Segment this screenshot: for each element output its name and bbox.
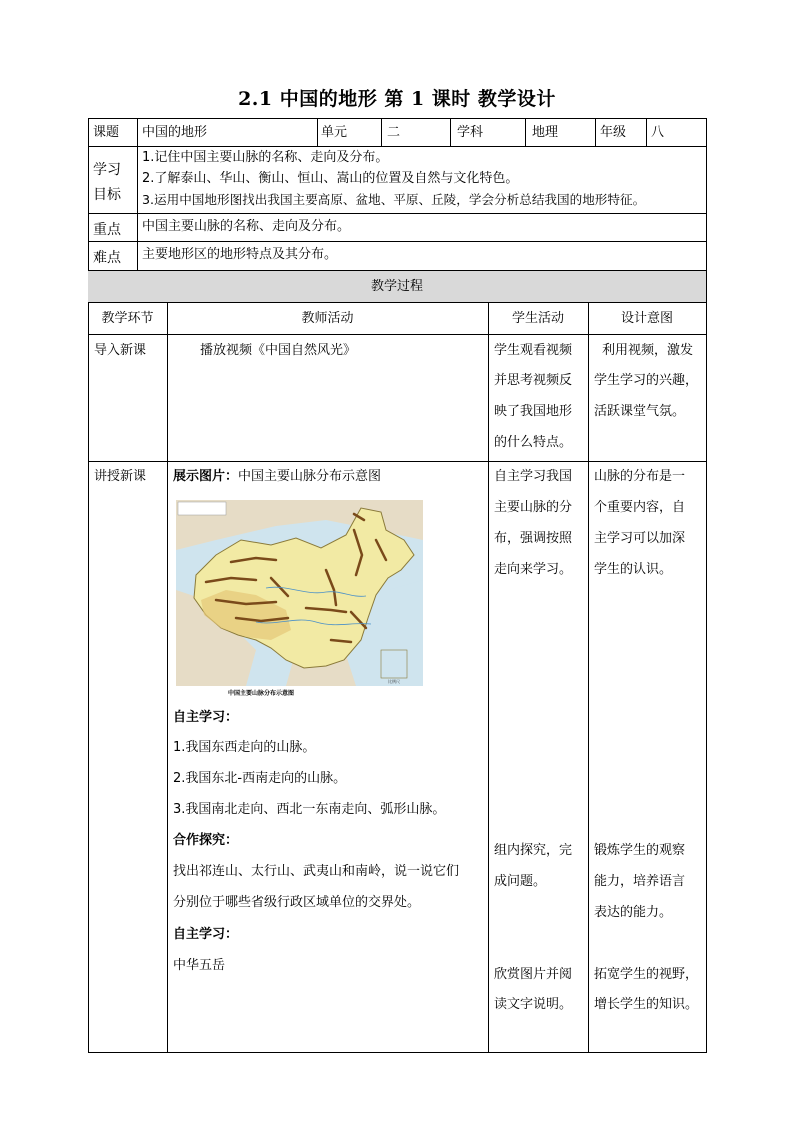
key-text: 中国主要山脉的名称、走向及分布。 xyxy=(142,219,351,234)
lecture-intent: 锻炼学生的观察 xyxy=(594,843,686,858)
intro-intent: 利用视频，激发 xyxy=(602,343,694,358)
subject-value: 地理 xyxy=(532,125,559,140)
lecture-intent: 个重要内容，自 xyxy=(594,500,686,515)
difficulty-label: 难点 xyxy=(93,250,121,266)
lecture-student: 自主学习我国 xyxy=(494,469,573,484)
lecture-intent: 山脉的分布是一 xyxy=(594,469,686,484)
svg-text:比例尺: 比例尺 xyxy=(388,679,400,684)
lecture-intent: 表达的能力。 xyxy=(594,905,673,920)
grade-label: 年级 xyxy=(600,125,627,140)
column-header: 学生活动 xyxy=(511,311,564,326)
intro-student: 映了我国地形 xyxy=(494,404,573,419)
column-header: 设计意图 xyxy=(620,311,673,326)
unit-label: 单元 xyxy=(321,125,348,140)
intro-teacher: 播放视频《中国自然风光》 xyxy=(200,343,357,358)
key-label: 重点 xyxy=(93,222,121,238)
goal-item: 3.运用中国地形图找出我国主要高原、盆地、平原、丘陵，学会分析总结我国的地形特征。 xyxy=(142,192,646,207)
lecture-student: 欣赏图片并阅 xyxy=(494,967,573,982)
stage-lecture: 讲授新课 xyxy=(94,469,147,484)
cooperation-text: 找出祁连山、太行山、武夷山和南岭，说一说它们 xyxy=(173,864,460,879)
show-text: 中国主要山脉分布示意图 xyxy=(238,469,382,484)
lecture-intent: 拓宽学生的视野， xyxy=(594,967,699,982)
map-caption: 中国主要山脉分布示意图 xyxy=(227,690,294,697)
lecture-student: 成问题。 xyxy=(494,874,547,889)
lesson-value: 中国的地形 xyxy=(142,125,208,140)
subject-label: 学科 xyxy=(457,125,484,140)
lecture-student: 布，强调按照 xyxy=(494,531,573,546)
lecture-student: 主要山脉的分 xyxy=(494,500,573,515)
lecture-student: 读文字说明。 xyxy=(494,997,573,1012)
self-study-text-2: 中华五岳 xyxy=(173,958,226,973)
lecture-intent: 学生的认识。 xyxy=(594,562,673,577)
self-study-item: 1.我国东西走向的山脉。 xyxy=(173,740,316,755)
lecture-student: 走向来学习。 xyxy=(494,562,573,577)
lesson-label: 课题 xyxy=(93,125,120,140)
self-study-label: 自主学习： xyxy=(173,710,239,725)
lecture-intent: 主学习可以加深 xyxy=(594,531,686,546)
unit-value: 二 xyxy=(387,125,401,140)
china-mountains-map xyxy=(176,500,423,686)
stage-intro: 导入新课 xyxy=(94,343,147,358)
column-header: 教师活动 xyxy=(301,311,354,326)
self-study-item: 3.我国南北走向、西北一东南走向、弧形山脉。 xyxy=(173,802,446,817)
show-line xyxy=(173,469,381,485)
lecture-intent: 能力，培养语言 xyxy=(594,874,686,889)
intro-student: 学生观看视频 xyxy=(494,343,573,358)
cooperation-text: 分别位于哪些省级行政区域单位的交界处。 xyxy=(173,895,421,910)
self-study-label-2: 自主学习： xyxy=(173,927,239,942)
process-title: 教学过程 xyxy=(370,279,423,294)
goals-label-1: 学习 xyxy=(93,162,121,178)
difficulty-text: 主要地形区的地形特点及其分布。 xyxy=(142,247,338,262)
self-study-item: 2.我国东北-西南走向的山脉。 xyxy=(173,771,347,786)
cooperation-label: 合作探究： xyxy=(173,833,239,848)
lecture-student: 组内探究，完 xyxy=(494,843,573,858)
intro-intent: 活跃课堂气氛。 xyxy=(594,404,686,419)
goal-item: 1.记住中国主要山脉的名称、走向及分布。 xyxy=(142,150,389,165)
lecture-intent: 增长学生的知识。 xyxy=(594,997,699,1012)
column-header: 教学环节 xyxy=(101,311,154,326)
page-title: 2.1 中国的地形 第 1 课时 教学设计 xyxy=(238,88,556,110)
goals-label-2: 目标 xyxy=(93,187,121,203)
goal-item: 2.了解泰山、华山、衡山、恒山、嵩山的位置及自然与文化特色。 xyxy=(142,171,519,186)
intro-student: 的什么特点。 xyxy=(494,435,573,450)
intro-student: 并思考视频反 xyxy=(494,373,573,388)
show-label: 展示图片： xyxy=(173,469,239,484)
grade-value: 八 xyxy=(651,125,665,140)
intro-intent: 学生学习的兴趣， xyxy=(594,373,699,388)
